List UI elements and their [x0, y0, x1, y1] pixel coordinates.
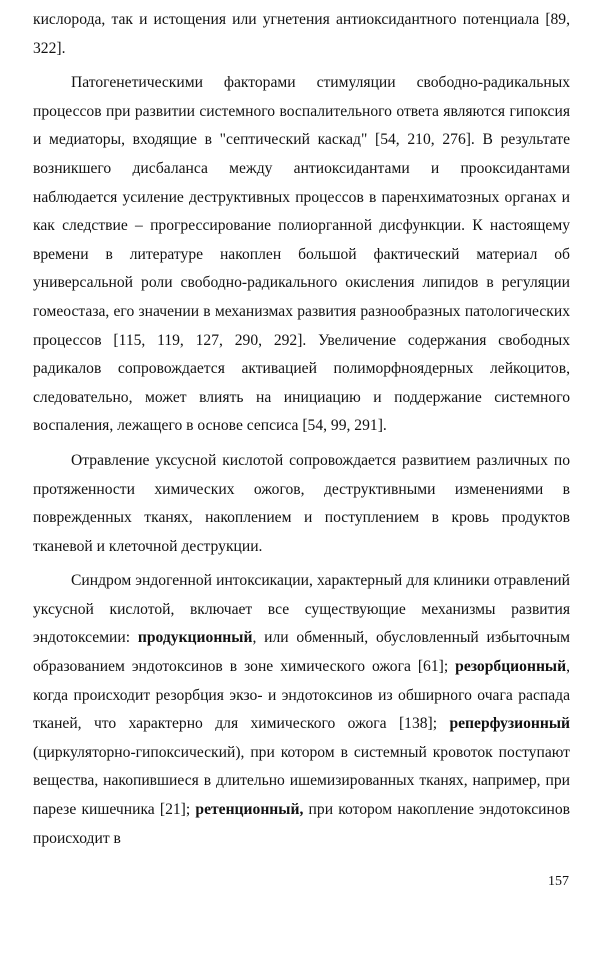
paragraph-p2: [33, 69, 570, 441]
text-segment: , или обменный, обусловленный избыточным образованием эндотоксинов в зоне химического ожога [61];: [33, 629, 571, 676]
text-segment: при котором накопление эндотоксинов происходит в: [33, 801, 570, 847]
bold-term: продукционный: [137, 629, 253, 647]
text-segment: Отравление уксусной кислотой сопровождается развитием различных по протяженности химических ожогов, деструктивными изменениями в поврежденных тканях, накоплением и поступлением в кровь продуктов тканевой и клеточной деструкции.: [33, 451, 570, 555]
text-segment: кислорода, так и истощения или угнетения антиоксидантного потенциала [89, 322].: [33, 11, 570, 57]
paragraph-p1: [33, 6, 570, 63]
text-segment: (циркуляторно-гипоксический), при котором в системный кровоток поступают вещества, накопившиеся в длительно ишемизированных тканях, например, при парезе кишечника [21];: [33, 743, 570, 819]
text-segment: Патогенетическими факторами стимуляции свободно-радикальных процессов при развитии системного воспалительного ответа являются гипоксия и медиаторы, входящие в "септический каскад" [54, 210, 276]. В результате возникшего дисбаланса между антиоксидантами и прооксидантами наблюдается усиление деструктивных процессов в паренхиматозных органах и как следствие – прогрессирование полиорганной дисфункции. К настоящему времени в литературе накоплен большой фактический материал об универсальной роли свободно-радикального окисления липидов в регуляции гомеостаза, его значении в механизмах развития разнообразных патологических процессов [115, 119, 127, 290, 292]. Увеличение содержания свободных радикалов сопровождается активацией полиморфноядерных лейкоцитов, следовательно, может влиять на инициацию и поддержание системного воспаления, лежащего в основе сепсиса [54, 99, 291].: [33, 74, 570, 435]
paragraph-p3: [33, 447, 570, 561]
bold-term: реперфузионный: [449, 715, 570, 733]
text-segment: , когда происходит резорбция экзо- и эндотоксинов из обширного очага распада тканей, что характерно для химического ожога [138];: [33, 658, 570, 733]
body-text: [33, 6, 570, 859]
text-segment: Синдром эндогенной интоксикации, характерный для клиники отравлений уксусной кислотой, включает все существующие механизмы развития эндотоксемии:: [33, 572, 570, 647]
bold-term: ретенционный,: [195, 801, 304, 819]
paragraph-p4: [33, 567, 570, 853]
page-number: 157: [548, 874, 569, 889]
bold-term: резорбционный: [455, 658, 567, 676]
